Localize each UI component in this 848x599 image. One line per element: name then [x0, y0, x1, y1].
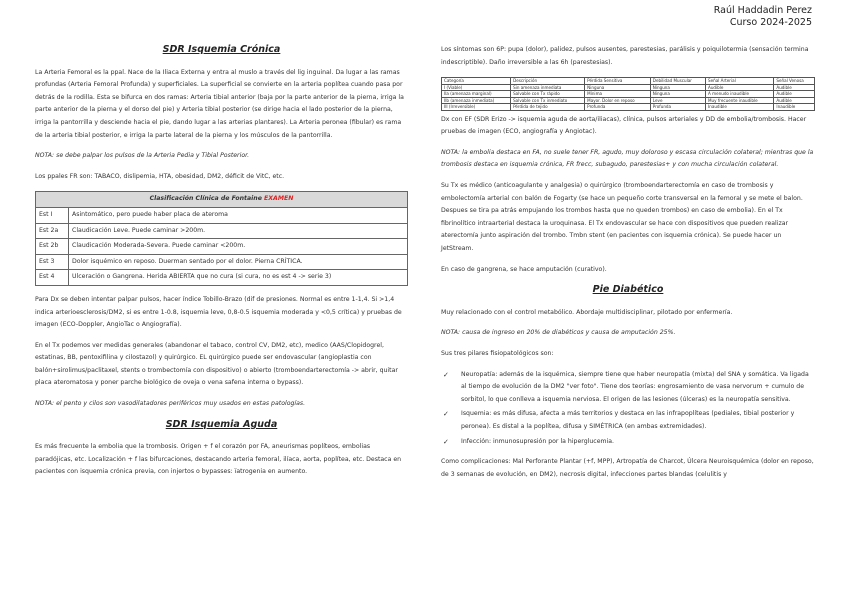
ischemia-category-table — [441, 77, 815, 111]
table-cell: Audible — [774, 91, 815, 98]
fontaine-table — [35, 191, 408, 286]
table-cell: Profunda — [585, 104, 651, 111]
list-item: ✓ Neuropatía: además de la isquémica, siempre tiene que haber neuropatía (mixta) del SNA y somática. Va ligada al tiempo de evolución de la DM2 "ver foto". Tiene dos teorías: engrosamiento de vasa nervorum + cumulo de sorbitol, lo que conlleva a isquemia nerviosa. El origen de las lesiones (úlceras) es la neuropatía sensitiva. — [443, 370, 809, 403]
table-cell: Señal Arterial — [706, 78, 774, 85]
table-cell: Debilidad Muscular — [650, 78, 705, 85]
author-name: Raúl Haddadin Perez — [713, 5, 812, 16]
table-row: Est 4 Ulceración o Gangrena. Herida ABIERTA que no cura (si cura, no es est 4 -> serie 3) — [36, 270, 408, 286]
table-cell: Muy frecuente inaudible — [706, 97, 774, 104]
table-cell: Mayor. Dolor en reposo — [585, 97, 651, 104]
table-cell: IIa (amenaza marginal) — [442, 91, 511, 98]
paragraph-gangrene: En caso de gangrena, se hace amputación (curativo). — [441, 265, 607, 273]
checkmark-icon: ✓ — [443, 370, 449, 379]
paragraph-treatment: En el Tx podemos ver medidas generales (abandonar el tabaco, control CV, DM2, etc), medico (AAS/Clopidogrel, estatinas, BB, pentoxifilina y cilostazol) y quirúrgico. EL quirúrgico puede ser endovascular (angioplastia con balón+sirolimus/paclitaxel, stents o trombectomía con dispositivo) o abierto (tromboendarterectomía -> abrir, quitar placa ateromatosa y poner parche biológico de oveja o vena safena interna o bypass). — [35, 341, 398, 387]
paragraph-femoral: La Arteria Femoral es la ppal. Nace de la Iliaca Externa y entra al muslo a través del lig inguinal. Da lugar a las ramas profundas (Arteria Femoral Profunda) y superficiales. La superficial se convierte en la arteria poplítea cuando pasa por detrás de la rodilla. Esta se bifurca en dos ramas: Arteria tibial anterior (baja por la parte anterior de la pierna, irriga la parte anterior de la pierna y el dorso del pie) y Arteria tibial posterior (se dirige hacia el lado posterior de la pierna, irriga la pantorrilla y desciende hacia el pie, dando lugar a las arterias plantares). La Arteria peronea (fibular) es rama de la arteria tibial posterior, e irriga la parte lateral de la pierna y los músculos de la pantorrilla. — [35, 68, 404, 139]
section-title-diabetic-foot: Pie Diabético — [592, 284, 664, 296]
table-cell: Salvable con Tx inmediato — [511, 97, 585, 104]
note-pulses: NOTA: se debe palpar los pulsos de la Arteria Pedia y Tibial Posterior. — [35, 152, 250, 160]
note-admission: NOTA: causa de ingreso en 20% de diabéticos y causa de amputación 25%. — [441, 329, 676, 337]
table-cell: III (Irreversible) — [442, 104, 511, 111]
right-column — [441, 44, 815, 489]
paragraph-acute-tx: Su Tx es médico (anticoagulante y analgesia) o quirúrgico (tromboendarterectomía en caso de trombosis y embolectomía arterial con balón de Fogarty (se hace un pequeño corte transversal en la femoral y se mete el balon. Despues se tira pa atrás empujando los trombos hasta que no queden trombos) en caso de embolia). En el Tx fibrinolítico intraarterial destaca la uroquinasa. El Tx endovascular se hace con dispositivos que pueden realizar aterectomía junto aspiración del trombo. Tmbn stent (en pacientes con isquemia crónica). Se puede hacer un JetStream. — [441, 182, 803, 253]
list-item: ✓ Infección: inmunosupresión por la hiperglucemia. — [441, 436, 815, 449]
table-cell: I (Viable) — [442, 84, 511, 91]
page-header — [714, 5, 812, 29]
table-cell: Ninguna — [650, 91, 705, 98]
note-embolia-vs-trombosis: NOTA: la embolia destaca en FA, no suele tener FR, agudo, muy doloroso y escasa circulación colateral; mientras que la trombosis destaca en isquemia crónica, FR frecc, subagudo, parestesias+ y con mucha circulación colateral. — [441, 148, 814, 169]
paragraph-metabolic: Muy relacionado con el control metabólico. Abordaje multidisciplinar, pilotado por enfermería. — [441, 308, 733, 316]
table-cell: Audible — [774, 97, 815, 104]
section-title-chronic: SDR Isquemia Crónica — [162, 44, 281, 55]
pillars-list — [441, 369, 815, 449]
table-cell: Leve — [650, 97, 705, 104]
table-cell: Inaudible — [774, 104, 815, 111]
table-cell: A menudo inaudible — [706, 91, 774, 98]
table-row: Est 3 Dolor isquémico en reposo. Duerman sentado por el dolor. Pierna CRÍTICA. — [36, 254, 408, 270]
note-vasodilators: NOTA: el pento y cilos son vasodilatadores periféricos muy usados en estas patologías. — [35, 400, 306, 408]
table-cell: Audible — [706, 84, 774, 91]
paragraph-embolism: Es más frecuente la embolia que la trombosis. Origen + f el corazón por FA, aneurismas poplíteos, embolias paradójicas, etc. Localización + f las bifurcaciones, destacando arteria femoral, ilíaca, aorta, poplítea, etc. Destaca en pacientes con isquemia crónica previa, con injertos o bypasses: ïatrogenia en aumento. — [35, 443, 402, 476]
paragraph-diagnosis: Para Dx se deben intentar palpar pulsos, hacer índice Tobillo-Brazo (dif de presiones. Normal es entre 1-1,4. Si >1,4 indica arterioesclerosis/DM2, si es entre 1-0.8, isquemia leve, 0,8-0.5 isquemia moderada y <0,5 crítica) y pruebas de imagen (ECO-Doppler, AngioTac o Angiografía). — [35, 295, 402, 329]
left-column — [35, 40, 408, 487]
table-cell: IIb (amenaza inmediata) — [442, 97, 511, 104]
table-cell: Sin amenaza inmediata — [511, 84, 585, 91]
table-cell: Inaudible — [706, 104, 774, 111]
table-cell: Salvable con Tx rápido — [511, 91, 585, 98]
exam-tag: EXAMEN — [264, 195, 294, 203]
course-year: Curso 2024-2025 — [729, 17, 812, 28]
table-cell: Pérdida Sensitiva — [585, 78, 651, 85]
fontaine-table-title: Clasificación Clínica de Fontaine EXAMEN — [36, 192, 408, 208]
table-cell: Audible — [774, 84, 815, 91]
table-row: Est 2b Claudicación Moderada-Severa. Puede caminar <200m. — [36, 239, 408, 255]
table-row: Est I Asintomático, pero puede haber placa de ateroma — [36, 207, 408, 223]
paragraph-6p-symptoms: Los síntomas son 6P: pupa (dolor), palidez, pulsos ausentes, parestesias, parálisis y poiquilotermia (sensación termina indescriptible). Daño irreversible a las 6h (parestesias). — [441, 46, 809, 66]
table-row — [442, 104, 815, 111]
table-cell: Pérdida de tejido — [511, 104, 585, 111]
table-row: Est 2a Claudicación Leve. Puede caminar >200m. — [36, 223, 408, 239]
section-title-acute: SDR Isquemia Aguda — [165, 418, 278, 430]
table-cell: Descripción — [511, 78, 585, 85]
table-cell: Mínima — [585, 91, 651, 98]
paragraph-risk-factors: Los ppales FR son: TABACO, dislipemia, HTA, obesidad, DM2, déficit de VitC, etc. — [35, 172, 285, 180]
paragraph-complications: Como complicaciones: Mal Perforante Plantar (+f, MPP), Artropatía de Charcot, Úlcera Neuroisquémica (dolor en reposo, de 3 semanas de evolución, en DM2), necrosis digital, infecciones partes blandas (celulitis y — [441, 458, 814, 478]
list-item: ✓ Isquemia: es más difusa, afecta a más territorios y destaca en las infrapoplíteas (pediales, tibial posterior y peronea). Es distal a la poplítea, difusa y SIMÉTRICA (en ambas extremidades). — [443, 410, 795, 430]
table-cell: Señal Venosa — [774, 78, 815, 85]
table-cell: Ninguna — [585, 84, 651, 91]
checkmark-icon: ✓ — [443, 437, 449, 446]
table-cell: Categoría — [442, 78, 511, 85]
checkmark-icon: ✓ — [443, 410, 449, 419]
table-cell: Profunda — [650, 104, 705, 111]
table-cell: Ninguna — [650, 84, 705, 91]
paragraph-acute-dx: Dx con EF (SDR Erizo -> isquemia aguda de aorta/iliacas), clínica, pulsos arteriales y DD de embolia/trombosis. Hacer pruebas de imagen (ECO, angiografía y Angiotac). — [441, 115, 807, 136]
paragraph-pillars-intro: Sus tres pilares fisiopatológicos son: — [441, 350, 554, 357]
